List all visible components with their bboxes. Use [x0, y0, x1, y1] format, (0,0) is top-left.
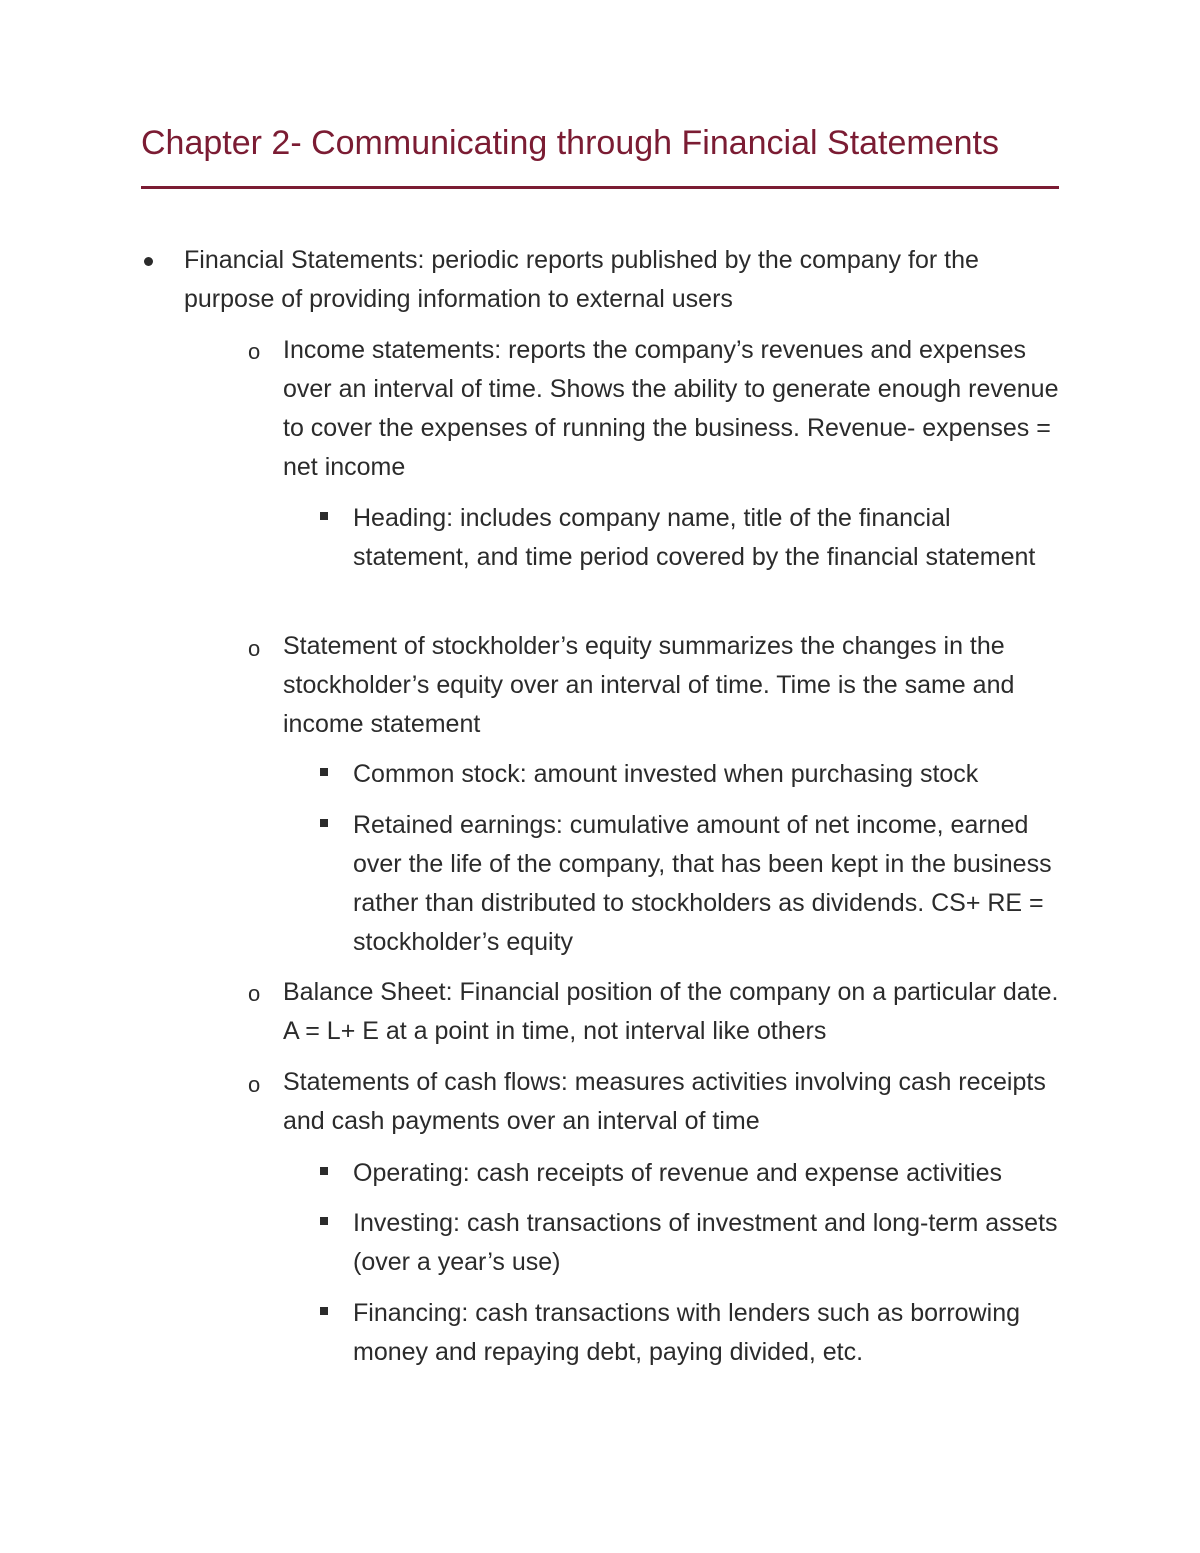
list-item-heading: Heading: includes company name, title of the financial statement, and time period covered by the financial statement: [353, 504, 1036, 571]
list-item-investing: Investing: cash transactions of investment and long-term assets (over a year’s use): [353, 1209, 1058, 1276]
bullet-circle-icon: o: [248, 1072, 261, 1097]
page-title: Chapter 2- Communicating through Financial Statements: [141, 124, 999, 162]
bullet-square-icon: [320, 1307, 328, 1315]
bullet-square-icon: [320, 768, 328, 776]
list-item-financing: Financing: cash transactions with lenders such as borrowing money and repaying debt, paying divided, etc.: [353, 1299, 1021, 1366]
title-underline: [141, 186, 1059, 189]
bullet-dot-icon: [144, 257, 153, 266]
bullet-square-icon: [320, 819, 328, 827]
list-item-balance-sheet: Balance Sheet: Financial position of the company on a particular date. A = L+ E at a point in time, not interval like others: [283, 978, 1059, 1045]
bullet-square-icon: [320, 1217, 328, 1225]
bullet-square-icon: [320, 512, 328, 520]
list-item-financial-statements: Financial Statements: periodic reports published by the company for the purpose of providing information to external users: [184, 246, 979, 313]
bullet-circle-icon: o: [248, 636, 261, 661]
bullet-square-icon: [320, 1167, 328, 1175]
list-item-income-statements: Income statements: reports the company’s revenues and expenses over an interval of time. Shows the ability to generate enough revenue to cover the expenses of running the business. Revenue- expenses = net income: [283, 336, 1059, 481]
list-item-retained-earnings: Retained earnings: cumulative amount of net income, earned over the life of the company, that has been kept in the business rather than distributed to stockholders as dividends. CS+ RE = stockholder’s equity: [353, 811, 1052, 956]
list-item-cash-flows: Statements of cash flows: measures activities involving cash receipts and cash payments over an interval of time: [283, 1068, 1046, 1135]
list-item-common-stock: Common stock: amount invested when purchasing stock: [353, 760, 979, 788]
list-item-stockholders-equity: Statement of stockholder’s equity summarizes the changes in the stockholder’s equity over an interval of time. Time is the same and income statement: [283, 632, 1015, 738]
bullet-circle-icon: o: [248, 339, 261, 364]
list-item-operating: Operating: cash receipts of revenue and expense activities: [353, 1159, 1002, 1187]
bullet-circle-icon: o: [248, 981, 261, 1006]
